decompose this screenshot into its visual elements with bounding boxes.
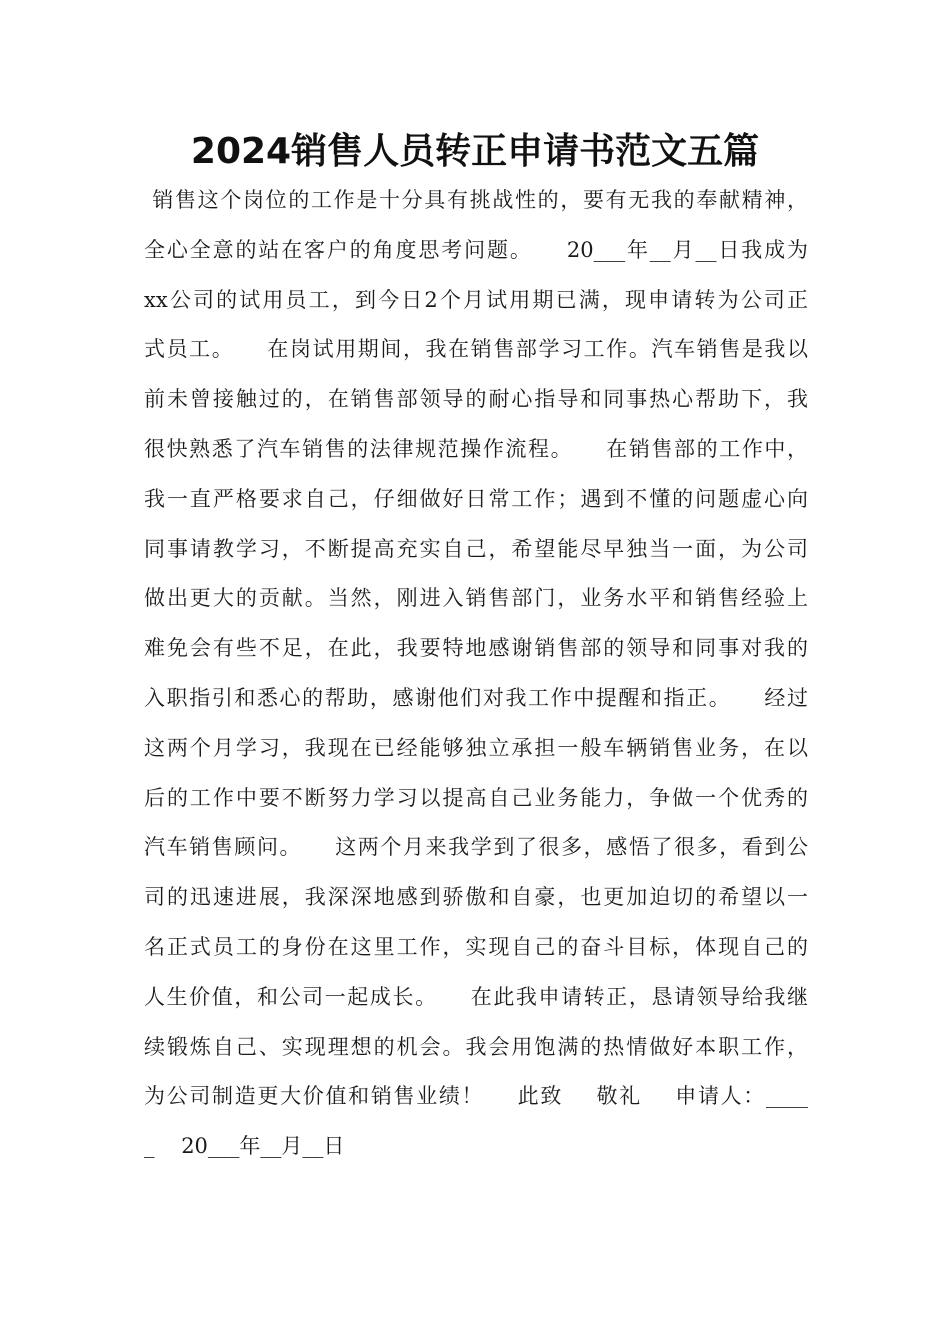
- body-line: 我一直严格要求自己，仔细做好日常工作；遇到不懂的问题虚心向: [144, 486, 808, 511]
- body-line-signature-date: _ 20___年__月__日: [144, 1134, 345, 1159]
- document-body: [144, 176, 808, 1172]
- body-line: 人生价值，和公司一起成长。 在此我申请转正，恳请领导给我继: [144, 984, 808, 1009]
- body-line: 销售这个岗位的工作是十分具有挑战性的，要有无我的奉献精神，: [144, 188, 808, 212]
- body-line: 很快熟悉了汽车销售的法律规范操作流程。 在销售部的工作中，: [144, 436, 808, 461]
- body-line: 全心全意的站在客户的角度思考问题。 20___年__月__日我成为: [144, 237, 808, 262]
- body-line: 汽车销售顾问。 这两个月来我学到了很多，感悟了很多，看到公: [144, 835, 808, 860]
- body-line: 难免会有些不足，在此，我要特地感谢销售部的领导和同事对我的: [144, 636, 808, 661]
- body-line: xx公司的试用员工，到今日2个月试用期已满，现申请转为公司正: [144, 287, 808, 312]
- body-line: 这两个月学习，我现在已经能够独立承担一般车辆销售业务，在以: [144, 735, 808, 760]
- body-line: 做出更大的贡献。当然，刚进入销售部门，业务水平和销售经验上: [144, 586, 808, 611]
- body-line: 前未曾接触过的，在销售部领导的耐心指导和同事热心帮助下，我: [144, 387, 808, 412]
- body-line: 续锻炼自己、实现理想的机会。我会用饱满的热情做好本职工作，: [144, 1034, 808, 1059]
- body-line: 后的工作中要不断努力学习以提高自己业务能力，争做一个优秀的: [144, 785, 808, 810]
- body-line: 同事请教学习，不断提高充实自己，希望能尽早独当一面，为公司: [144, 536, 808, 561]
- body-line: 式员工。 在岗试用期间，我在销售部学习工作。汽车销售是我以: [144, 337, 808, 362]
- document-title: 2024销售人员转正申请书范文五篇: [190, 131, 760, 172]
- body-line: 入职指引和悉心的帮助，感谢他们对我工作中提醒和指正。 经过: [144, 685, 808, 710]
- body-line: 司的迅速进展，我深深地感到骄傲和自豪，也更加迫切的希望以一: [144, 885, 808, 910]
- body-line: 名正式员工的身份在这里工作，实现自己的奋斗目标，体现自己的: [144, 934, 808, 959]
- body-line: 为公司制造更大价值和销售业绩！ 此致 敬礼 申请人：____: [144, 1084, 808, 1109]
